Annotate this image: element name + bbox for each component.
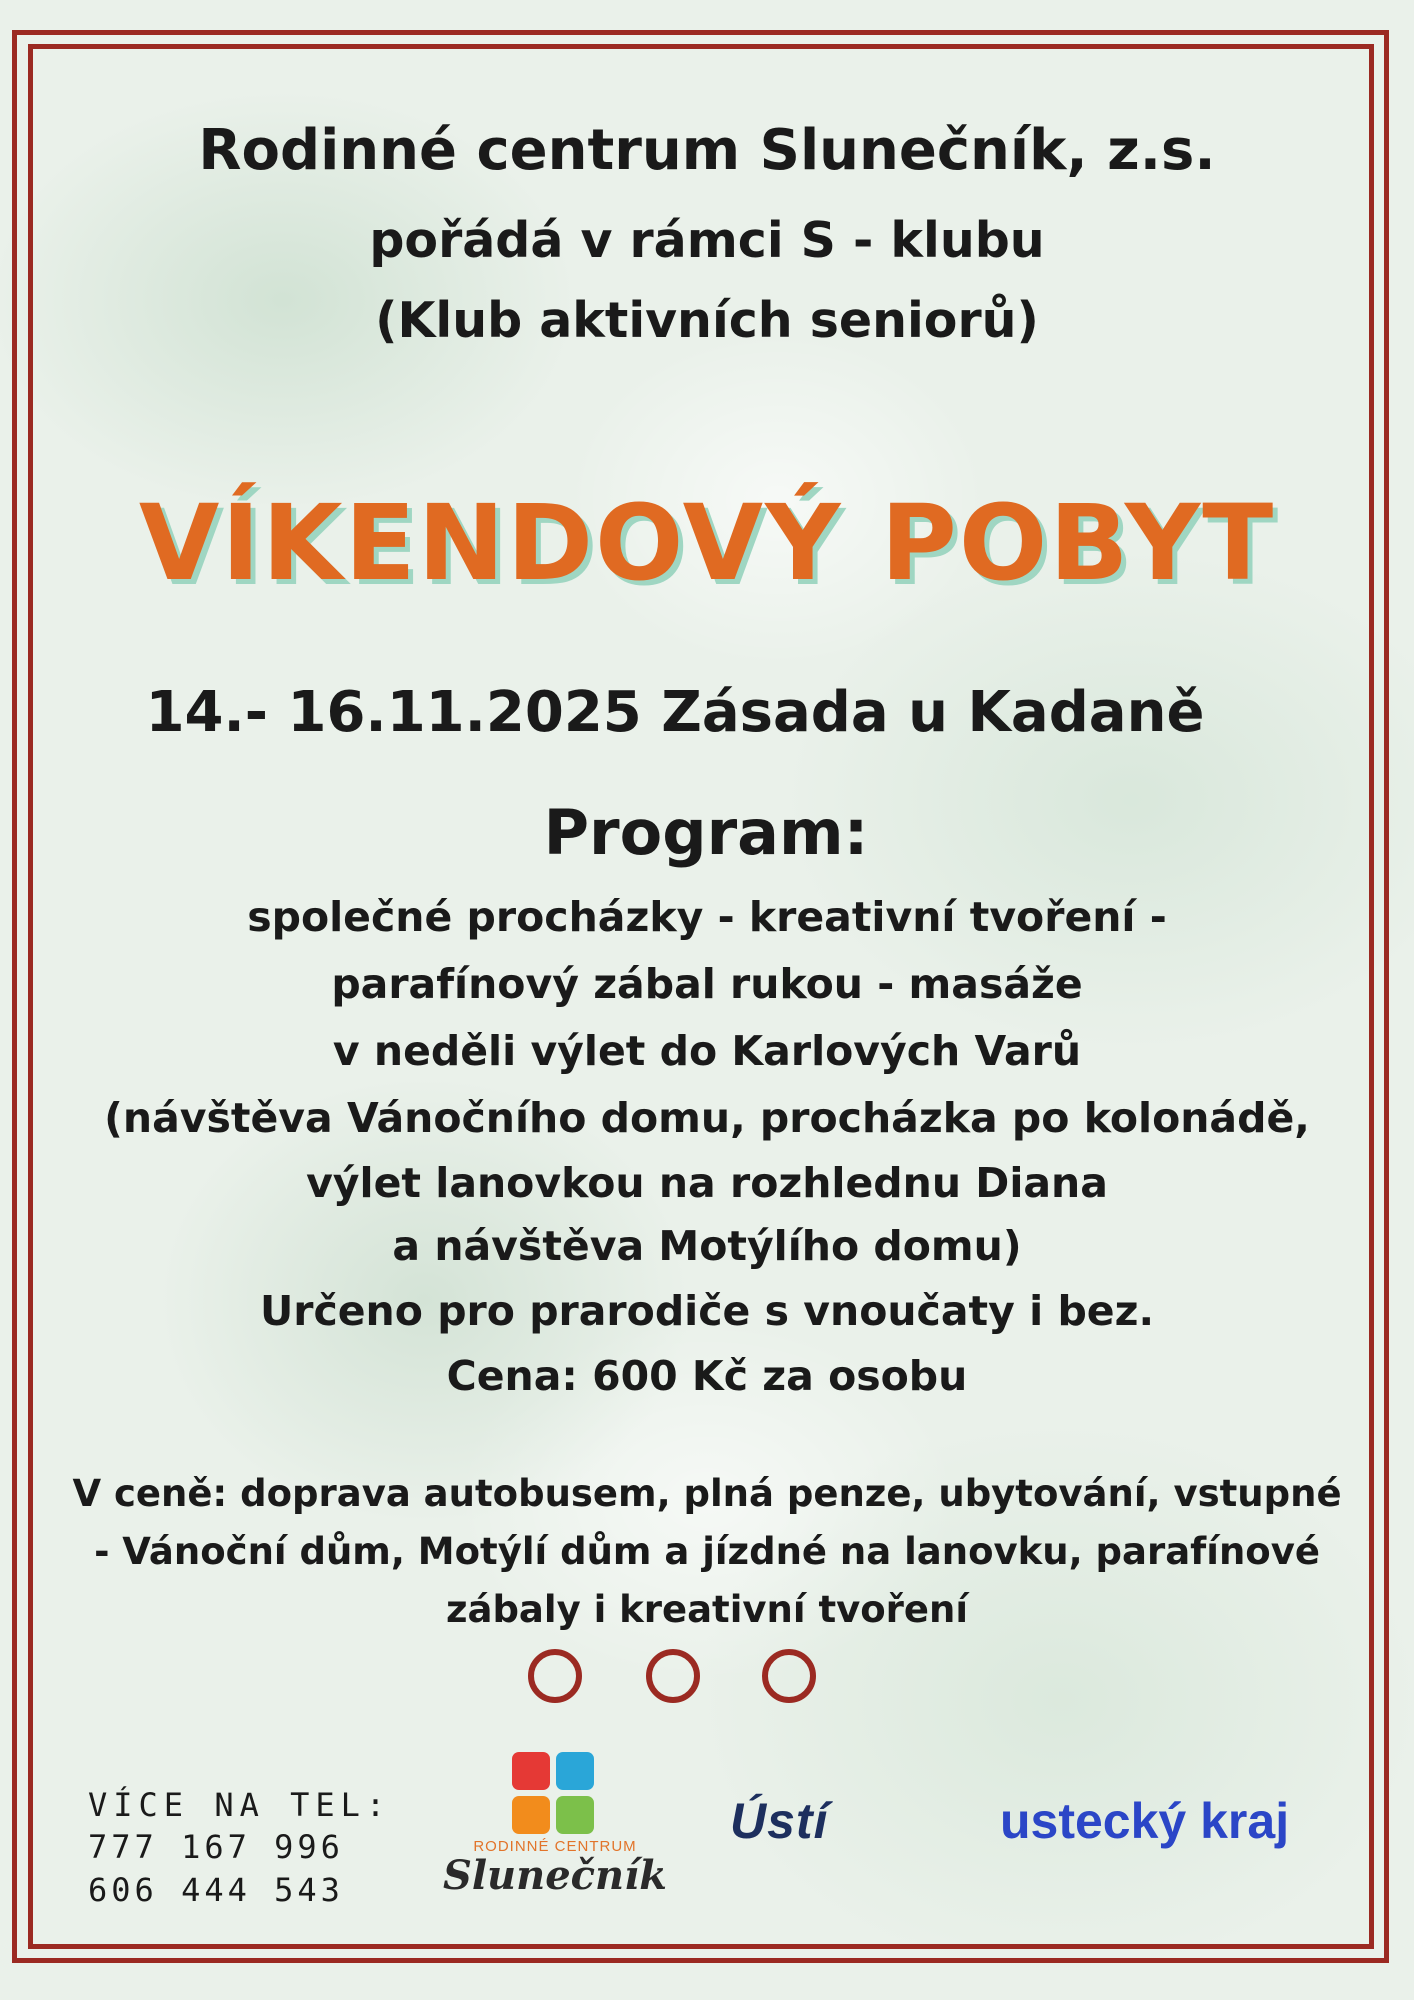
decorative-circle-icon <box>646 1649 700 1703</box>
contact-phone-1: 777 167 996 <box>88 1828 344 1866</box>
program-title: Program: <box>543 796 869 869</box>
included-line: zábaly i kreativní tvoření <box>445 1588 969 1631</box>
program-line: v neděli výlet do Karlových Varů <box>332 1027 1082 1075</box>
program-line: výlet lanovkou na rozhlednu Diana <box>306 1159 1108 1207</box>
slunecnik-logo-icon <box>512 1752 596 1836</box>
decorative-circle-icon <box>528 1649 582 1703</box>
ustecky-kraj-logo: ustecký kraj <box>1000 1793 1290 1849</box>
program-line: Určeno pro prarodiče s vnoučaty i bez. <box>259 1287 1155 1335</box>
contact-phone-2: 606 444 543 <box>88 1871 344 1909</box>
program-line: a návštěva Motýlího domu) <box>392 1222 1022 1270</box>
program-line: parafínový zábal rukou - masáže <box>331 960 1083 1008</box>
slunecnik-logo-caption: RODINNÉ CENTRUM <box>473 1838 637 1855</box>
program-line: (návštěva Vánočního domu, procházka po kolonádě, <box>104 1094 1310 1142</box>
organizer-title: Rodinné centrum Slunečník, z.s. <box>198 118 1216 183</box>
decorative-circle-icon <box>762 1649 816 1703</box>
included-line: V ceně: doprava autobusem, plná penze, ubytování, vstupné <box>72 1472 1342 1515</box>
event-headline: VÍKENDOVÝ POBYT <box>138 482 1276 604</box>
included-line: - Vánoční dům, Motýlí dům a jízdné na lanovku, parafínové <box>94 1530 1320 1573</box>
usti-logo: Ústí <box>730 1793 829 1849</box>
program-line: společné procházky - kreativní tvoření - <box>247 893 1167 941</box>
subtitle-line-1: pořádá v rámci S - klubu <box>369 212 1045 269</box>
slunecnik-logo-name: Slunečník <box>442 1852 668 1899</box>
program-price: Cena: 600 Kč za osobu <box>446 1352 968 1400</box>
event-dates-location: 14.- 16.11.2025 Zásada u Kadaně <box>145 680 1205 745</box>
subtitle-line-2: (Klub aktivních seniorů) <box>375 292 1039 349</box>
contact-label: VÍCE NA TEL: <box>88 1786 392 1824</box>
